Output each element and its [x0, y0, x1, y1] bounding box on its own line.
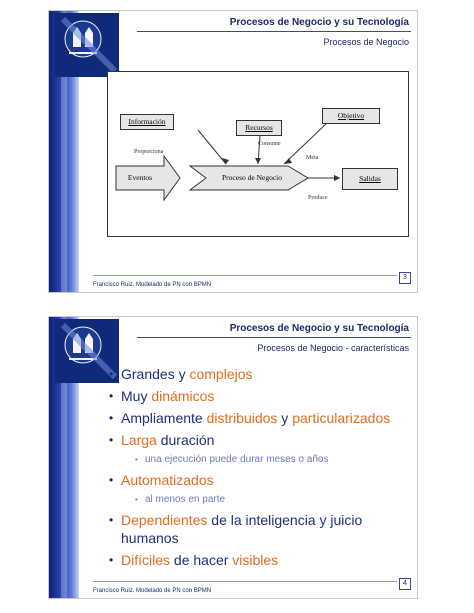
box-informacion: Información: [120, 114, 174, 130]
bullet-text-segment: Muy: [121, 388, 152, 404]
footer-divider: [93, 581, 397, 582]
bullet-text-segment: complejos: [189, 366, 253, 382]
sub-bullet-item: ▪ una ejecución puede durar meses o años: [135, 453, 409, 467]
characteristics-list: [109, 365, 409, 573]
bullet-item: [109, 387, 409, 405]
page-number: 3: [399, 272, 411, 284]
bullet-text-segment: Difíciles: [121, 552, 171, 568]
box-salidas: Salidas: [342, 168, 398, 190]
bullet-text-segment: distribuidos: [206, 410, 278, 426]
bullet-text-segment: Ampliamente: [121, 410, 207, 426]
slide-title: Procesos de Negocio y su Tecnología: [229, 323, 409, 334]
bullet-text-segment: visibles: [232, 552, 279, 568]
slide-subtitle: Procesos de Negocio - características: [257, 343, 409, 353]
label-proporciona: Proporciona: [134, 149, 164, 155]
bullet-item: [109, 431, 409, 449]
bullet-text-segment: de la inteligencia y juicio humanos: [121, 512, 363, 546]
footer-text: Francisco Ruiz. Modelado de PN con BPMN: [93, 282, 212, 288]
slide-4: [48, 316, 418, 599]
bullet-text-segment: duración: [160, 432, 215, 448]
slide-3: [48, 10, 418, 293]
header-divider: [137, 31, 411, 32]
box-objetivo: Objetivo: [322, 108, 380, 124]
bullet-item: [109, 551, 409, 569]
sub-bullet-item: ▪ al menos en parte: [135, 493, 409, 507]
business-process-diagram: [107, 71, 409, 237]
slide-title: Procesos de Negocio y su Tecnología: [229, 17, 409, 28]
label-consume: Consume: [258, 141, 281, 147]
label-meta: Meta: [306, 155, 319, 161]
page-number: 4: [399, 578, 411, 590]
bullet-text-segment: dinámicos: [151, 388, 215, 404]
bullet-text-segment: Dependientes: [121, 512, 208, 528]
bullet-item: [109, 409, 409, 427]
university-seal-icon: [55, 13, 119, 77]
label-produce: Produce: [308, 195, 328, 201]
bullet-text-segment: Automatizados: [121, 472, 214, 488]
bullet-text-segment: y: [174, 366, 190, 382]
header-divider: [137, 337, 411, 338]
bullet-text-segment: particularizados: [292, 410, 391, 426]
slide-subtitle: Procesos de Negocio: [323, 37, 409, 47]
bullet-item: [109, 511, 409, 547]
footer-text: Francisco Ruiz. Modelado de PN con BPMN: [93, 588, 212, 594]
box-eventos: Eventos: [127, 173, 153, 182]
bullet-text-segment: y: [277, 410, 293, 426]
bullet-item: [109, 471, 409, 489]
bullet-item: [109, 365, 409, 383]
bullet-text-segment: Grandes: [121, 366, 175, 382]
footer-divider: [93, 275, 397, 276]
box-proceso: Proceso de Negocio: [222, 173, 282, 182]
box-recursos: Recursos: [236, 120, 282, 136]
bullet-text-segment: Larga: [121, 432, 161, 448]
bullet-text-segment: de hacer: [170, 552, 233, 568]
